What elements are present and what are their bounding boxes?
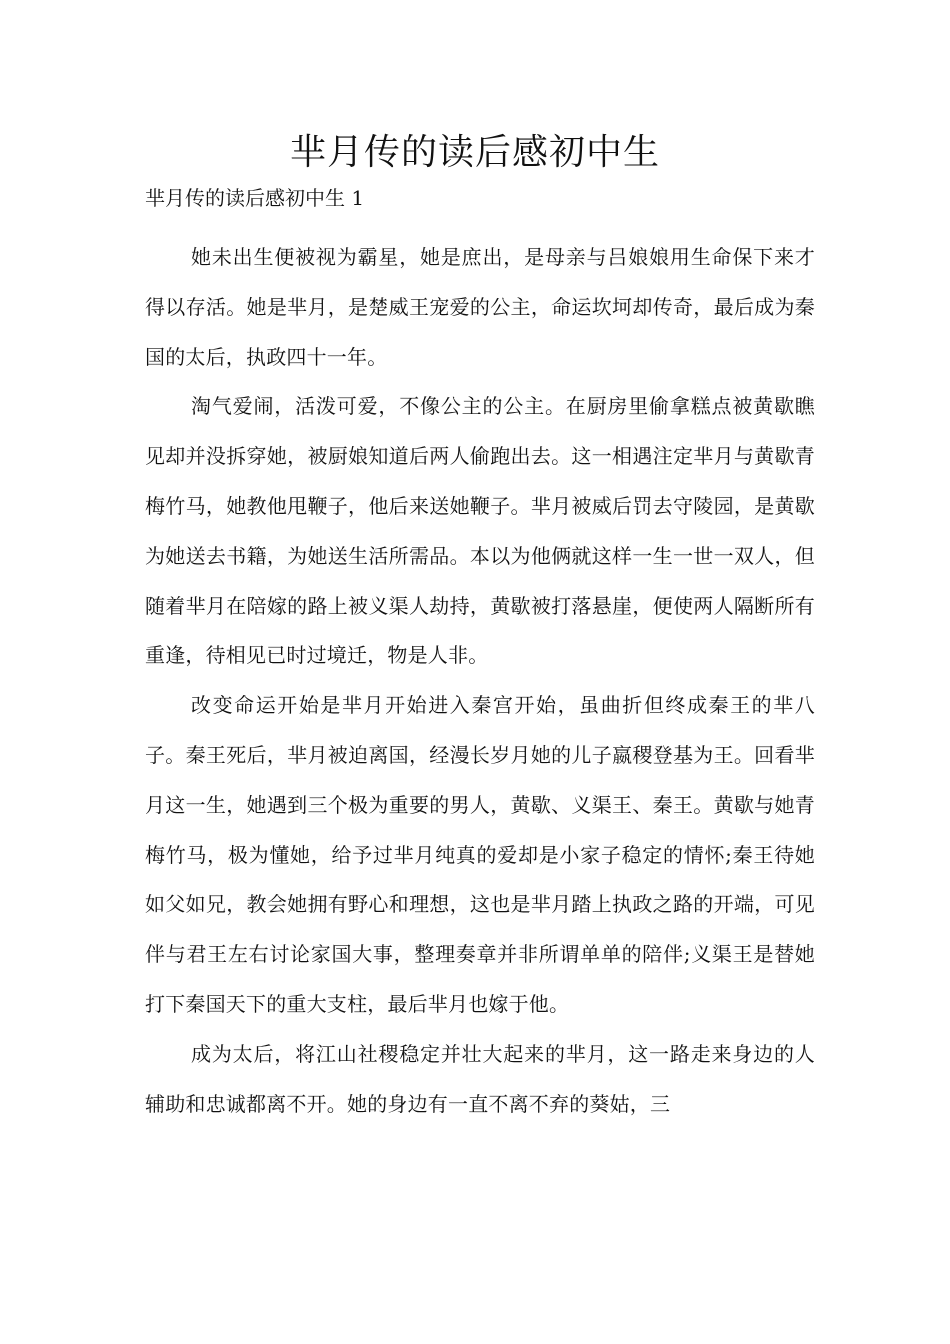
- paragraph: 改变命运开始是芈月开始进入秦宫开始，虽曲折但终成秦王的芈八子。秦王死后，芈月被迫离国，经漫长岁月她的儿子嬴稷登基为王。回看芈月这一生，她遇到三个极为重要的男人，黄歇、义渠王、秦王。黄歇与她青梅竹马，极为懂她，给予过芈月纯真的爱却是小家子稳定的情怀;秦王待她如父如兄，教会她拥有野心和理想，这也是芈月踏上执政之路的开端，可见伴与君王左右讨论家国大事，整理奏章并非所谓单单的陪伴;义渠王是替她打下秦国天下的重大支柱，最后芈月也嫁于他。: [145, 693, 815, 1016]
- document-subtitle: 芈月传的读后感初中生 1: [145, 186, 365, 210]
- document-body: [145, 233, 815, 1129]
- paragraph: 成为太后，将江山社稷稳定并壮大起来的芈月，这一路走来身边的人辅助和忠诚都离不开。她的身边有一直不离不弃的葵姑，三: [145, 1041, 815, 1116]
- paragraph: 她未出生便被视为霸星，她是庶出，是母亲与吕娘娘用生命保下来才得以存活。她是芈月，是楚威王宠爱的公主，命运坎坷却传奇，最后成为秦国的太后，执政四十一年。: [145, 245, 815, 369]
- paragraph: 淘气爱闹，活泼可爱，不像公主的公主。在厨房里偷拿糕点被黄歇瞧见却并没拆穿她，被厨娘知道后两人偷跑出去。这一相遇注定芈月与黄歇青梅竹马，她教他甩鞭子，他后来送她鞭子。芈月被威后罚去守陵园，是黄歇为她送去书籍，为她送生活所需品。本以为他俩就这样一生一世一双人，但随着芈月在陪嫁的路上被义渠人劫持，黄歇被打落悬崖，便使两人隔断所有重逢，待相见已时过境迁，物是人非。: [145, 394, 815, 668]
- document-title: 芈月传的读后感初中生: [289, 132, 660, 173]
